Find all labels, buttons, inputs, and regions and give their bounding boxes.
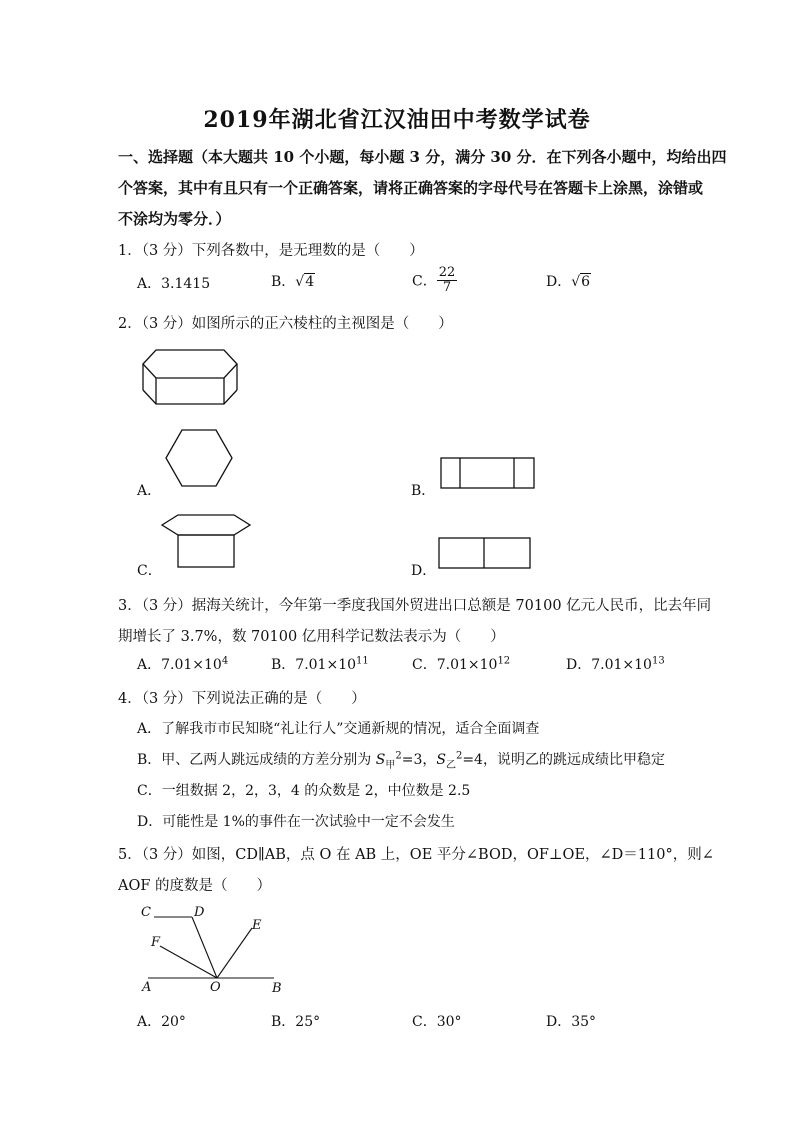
q4-option-d: D．可能性是 1%的事件在一次试验中一定不会发生 [137,814,455,830]
page-title: 2019年湖北省江汉油田中考数学试卷 [203,107,591,133]
point-label-f: F [151,935,161,950]
q1-stem: 1．（3 分）下列各数中，是无理数的是（ ） [118,243,424,259]
q5-option-b: B．25° [271,1014,321,1030]
q3-line1: 3．（3 分）据海关统计，今年第一季度我国外贸进出口总额是 70100 亿元人民币，比去年同 [118,598,712,614]
q4-option-b: B．甲、乙两人跳远成绩的方差分别为 $S_甲^2=3$，$S_乙^2=4$，说明乙的跳远成绩比甲稳定 [137,750,665,771]
point-label-a: A [142,980,152,995]
q1-option-a: A．3.1415 [137,276,211,292]
q4-stem: 4．（3 分）下列说法正确的是（ ） [118,691,366,707]
q4-option-c: C．一组数据 2，2，3，4 的众数是 2，中位数是 2.5 [137,783,471,799]
q2-option-b-rectangles [440,457,536,491]
q2-option-c-label: C． [137,563,162,579]
q3-option-d: D．$7.01\times 10^{13}$ [566,655,665,673]
section-instructions-line2: 个答案，其中有且只有一个正确答案，请将正确答案的字母代号在答题卡上涂黑，涂错或 [118,179,704,197]
point-label-e: E [252,918,262,933]
q5-line1: 5．（3 分）如图，CD∥AB，点 O 在 AB 上，OE 平分∠BOD，OF⊥OE，∠D＝110°，则∠ [118,847,714,863]
sqrt-sign-icon: √4 [295,274,315,290]
q2-option-b-label: B． [411,483,436,499]
q4-option-a: A．了解我市市民知晓“礼让行人”交通新规的情况，适合全面调查 [137,721,540,737]
q5-option-d: D．35° [546,1014,597,1030]
section-instructions-line1: 一、选择题（本大题共 10 个小题，每小题 3 分，满分 30 分．在下列各小题中，均给出四 [118,148,727,166]
point-label-d: D [194,905,205,920]
q5-option-c: C．30° [412,1014,462,1030]
q5-geometry-figure [138,900,288,996]
q1-option-c: C． $\frac{22}{7}$ [412,265,456,295]
q2-option-a-label: A． [137,483,162,499]
q2-option-a-hexagon [164,428,234,490]
hexagonal-prism-figure [136,346,246,408]
q3-option-c: C．$7.01\times 10^{12}$ [412,655,511,673]
q5-line2: AOF 的度数是（ ） [118,878,272,894]
point-label-b: B [272,981,282,996]
q1-option-b: B．√4 [271,274,315,290]
q2-option-d-rectangles [438,537,532,571]
q3-option-a: A．$7.01\times 10^4$ [137,655,229,673]
q3-option-b: B．$7.01\times 10^{11}$ [271,655,369,673]
section-instructions-line3: 不涂均为零分．） [118,210,231,228]
q3-line2: 期增长了 3.7%，数 70100 亿用科学记数法表示为（ ） [118,629,505,645]
q5-option-a: A．20° [137,1014,186,1030]
q2-stem: 2．（3 分）如图所示的正六棱柱的主视图是（ ） [118,316,453,332]
q2-option-c-figure [160,513,252,571]
point-label-o: O [210,980,221,995]
q1-option-d: D．√6 [546,274,591,290]
q2-option-d-label: D． [411,563,437,579]
point-label-c: C [141,905,151,920]
